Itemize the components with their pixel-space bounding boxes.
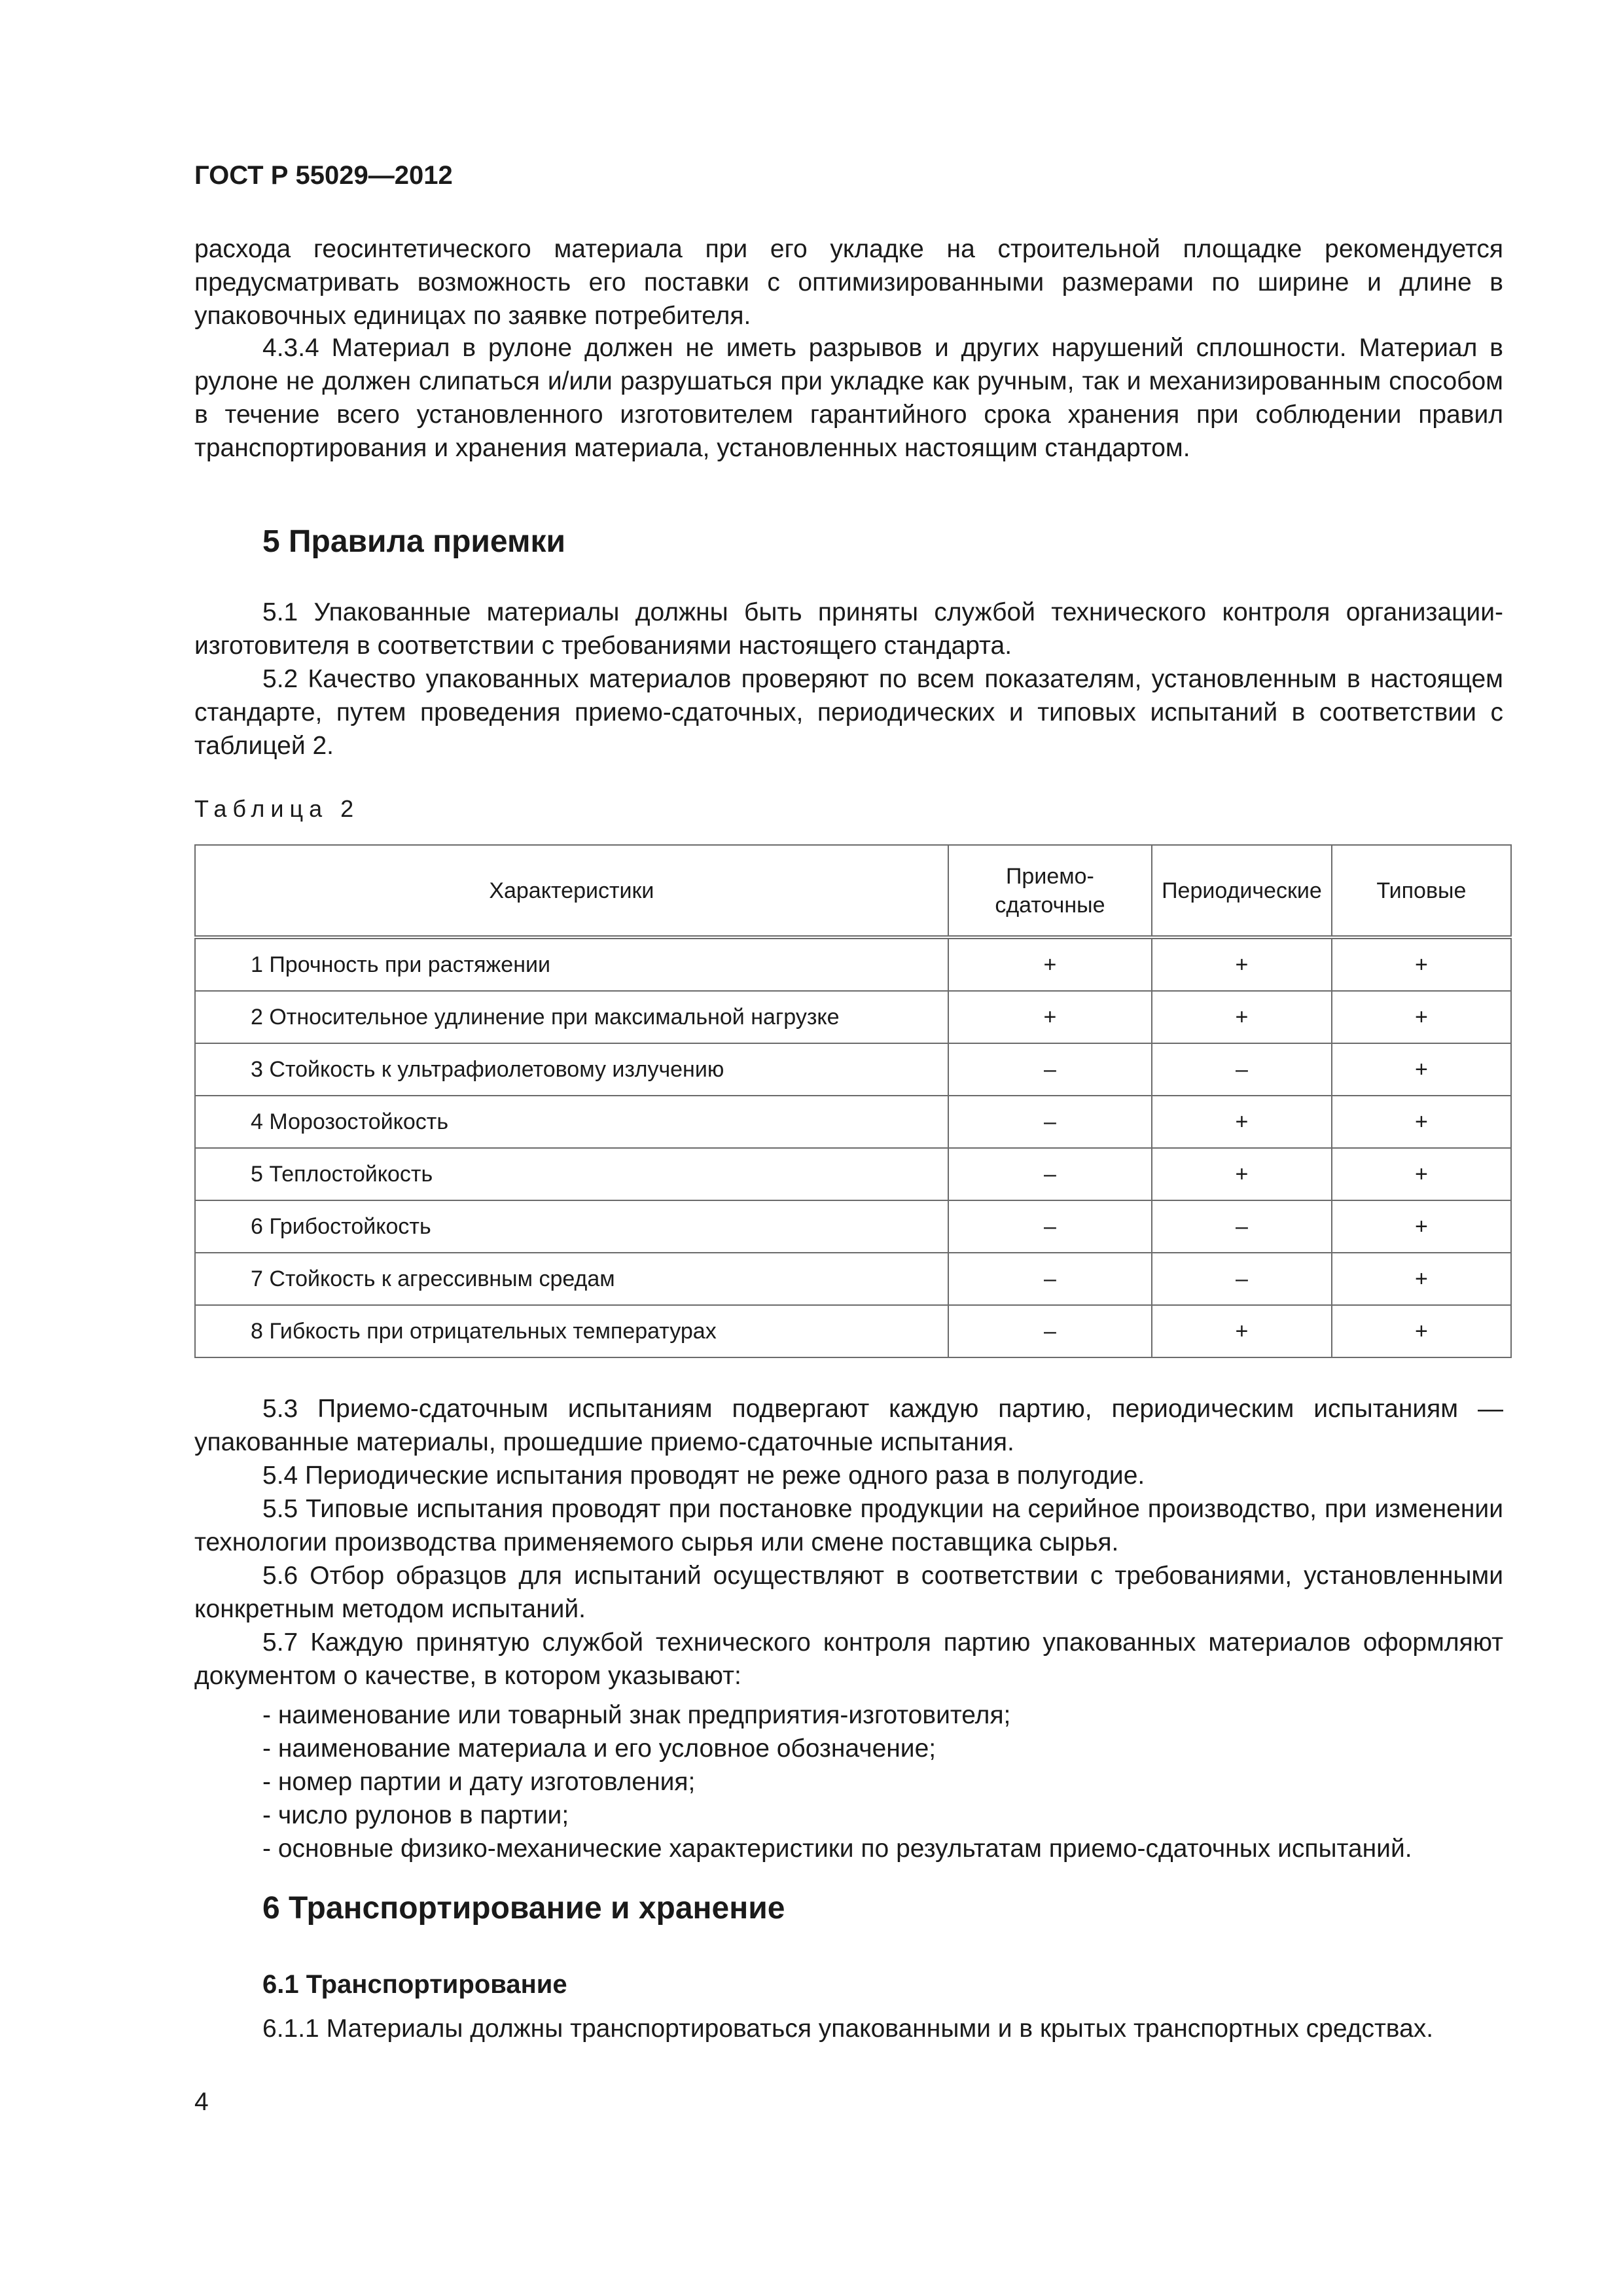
row-acceptance: – (948, 1200, 1152, 1253)
row-periodic: + (1152, 1148, 1332, 1200)
table-2 (194, 844, 1512, 1358)
row-name: 1 Прочность при растяжении (195, 937, 948, 991)
row-periodic: + (1152, 937, 1332, 991)
table-2-caption: Таблица 2 (194, 795, 360, 822)
header-characteristics: Характеристики (195, 845, 948, 937)
paragraph-5-2: 5.2 Качество упакованных материалов проверяют по всем показателям, установленным в настоящем стандарте, путем проведения приемо-сдаточных, периодических и типовых испытаний в соответствии с таблицей 2. (194, 665, 1503, 760)
section-5-heading: 5 Правила приемки (262, 524, 566, 559)
list-item: - наименование материала и его условное обозначение; (262, 1734, 936, 1763)
paragraph-4-3-4: 4.3.4 Материал в рулоне должен не иметь разрывов и других нарушений сплошности. Материал в рулоне не должен слипаться и/или разрушаться при укладке как ручным, так и механизированным способом в течение всего установленного изготовителем гарантийного срока хранения при соблюдении правил транспортирования и хранения материала, установленных настоящим стандартом. (194, 334, 1503, 462)
row-periodic: + (1152, 1096, 1332, 1148)
row-type: + (1332, 1148, 1511, 1200)
section-6-heading: 6 Транспортирование и хранение (262, 1891, 785, 1926)
row-periodic: – (1152, 1253, 1332, 1305)
table-header-row (195, 845, 1511, 937)
table-row (195, 1148, 1511, 1200)
row-type: + (1332, 937, 1511, 991)
table-row (195, 1253, 1511, 1305)
document-code: ГОСТ Р 55029—2012 (194, 161, 453, 190)
row-type: + (1332, 1043, 1511, 1096)
row-acceptance: – (948, 1148, 1152, 1200)
row-type: + (1332, 1253, 1511, 1305)
paragraph-5-6: 5.6 Отбор образцов для испытаний осуществляют в соответствии с требованиями, установленными конкретным методом испытаний. (194, 1562, 1503, 1623)
row-name: 5 Теплостойкость (195, 1148, 948, 1200)
row-periodic: – (1152, 1200, 1332, 1253)
row-type: + (1332, 991, 1511, 1043)
row-name: 6 Грибостойкость (195, 1200, 948, 1253)
paragraph-5-1: 5.1 Упакованные материалы должны быть приняты службой технического контроля организации-изготовителя в соответствии с требованиями настоящего стандарта. (194, 598, 1503, 660)
row-name: 8 Гибкость при отрицательных температурах (195, 1305, 948, 1357)
list-item: - основные физико-механические характеристики по результатам приемо-сдаточных испытаний. (262, 1835, 1412, 1863)
row-acceptance: – (948, 1305, 1152, 1357)
row-acceptance: + (948, 991, 1152, 1043)
row-type: + (1332, 1305, 1511, 1357)
row-name: 7 Стойкость к агрессивным средам (195, 1253, 948, 1305)
row-name: 3 Стойкость к ультрафиолетовому излучению (195, 1043, 948, 1096)
list-item: - число рулонов в партии; (262, 1801, 569, 1829)
table-row (195, 937, 1511, 991)
paragraph-5-7: 5.7 Каждую принятую службой технического контроля партию упакованных материалов оформляют документом о качестве, в котором указывают: (194, 1628, 1503, 1690)
header-acceptance-text: Приемо-сдаточные (995, 863, 1105, 918)
subsection-6-1-heading: 6.1 Транспортирование (262, 1970, 567, 1999)
row-acceptance: + (948, 937, 1152, 991)
row-type: + (1332, 1200, 1511, 1253)
table-row (195, 1200, 1511, 1253)
row-acceptance: – (948, 1043, 1152, 1096)
row-name: 4 Морозостойкость (195, 1096, 948, 1148)
paragraph-6-1-1: 6.1.1 Материалы должны транспортироваться упакованными и в крытых транспортных средствах. (262, 2015, 1434, 2043)
row-type: + (1332, 1096, 1511, 1148)
row-periodic: – (1152, 1043, 1332, 1096)
paragraph-5-4: 5.4 Периодические испытания проводят не реже одного раза в полугодие. (262, 1462, 1145, 1490)
page-number: 4 (194, 2088, 209, 2116)
header-periodic: Периодические (1152, 845, 1332, 937)
header-acceptance (948, 845, 1152, 937)
intro-paragraph-continued: расхода геосинтетического материала при его укладке на строительной площадке рекомендуется предусматривать возможность его поставки с оптимизированными размерами по ширине и длине в упаковочных единицах по заявке потребителя. (194, 235, 1503, 330)
table-row (195, 1096, 1511, 1148)
row-acceptance: – (948, 1096, 1152, 1148)
row-name: 2 Относительное удлинение при максимальной нагрузке (195, 991, 948, 1043)
row-periodic: + (1152, 991, 1332, 1043)
header-type: Типовые (1332, 845, 1511, 937)
table-row (195, 991, 1511, 1043)
list-item: - номер партии и дату изготовления; (262, 1768, 696, 1796)
paragraph-5-3: 5.3 Приемо-сдаточным испытаниям подвергают каждую партию, периодическим испытаниям — упакованные материалы, прошедшие приемо-сдаточные испытания. (194, 1395, 1503, 1456)
row-periodic: + (1152, 1305, 1332, 1357)
row-acceptance: – (948, 1253, 1152, 1305)
paragraph-5-5: 5.5 Типовые испытания проводят при постановке продукции на серийное производство, при изменении технологии производства применяемого сырья или смене поставщика сырья. (194, 1495, 1503, 1556)
table-row (195, 1305, 1511, 1357)
list-item: - наименование или товарный знак предприятия-изготовителя; (262, 1701, 1011, 1729)
table-row (195, 1043, 1511, 1096)
quality-document-list (262, 1698, 1512, 1865)
